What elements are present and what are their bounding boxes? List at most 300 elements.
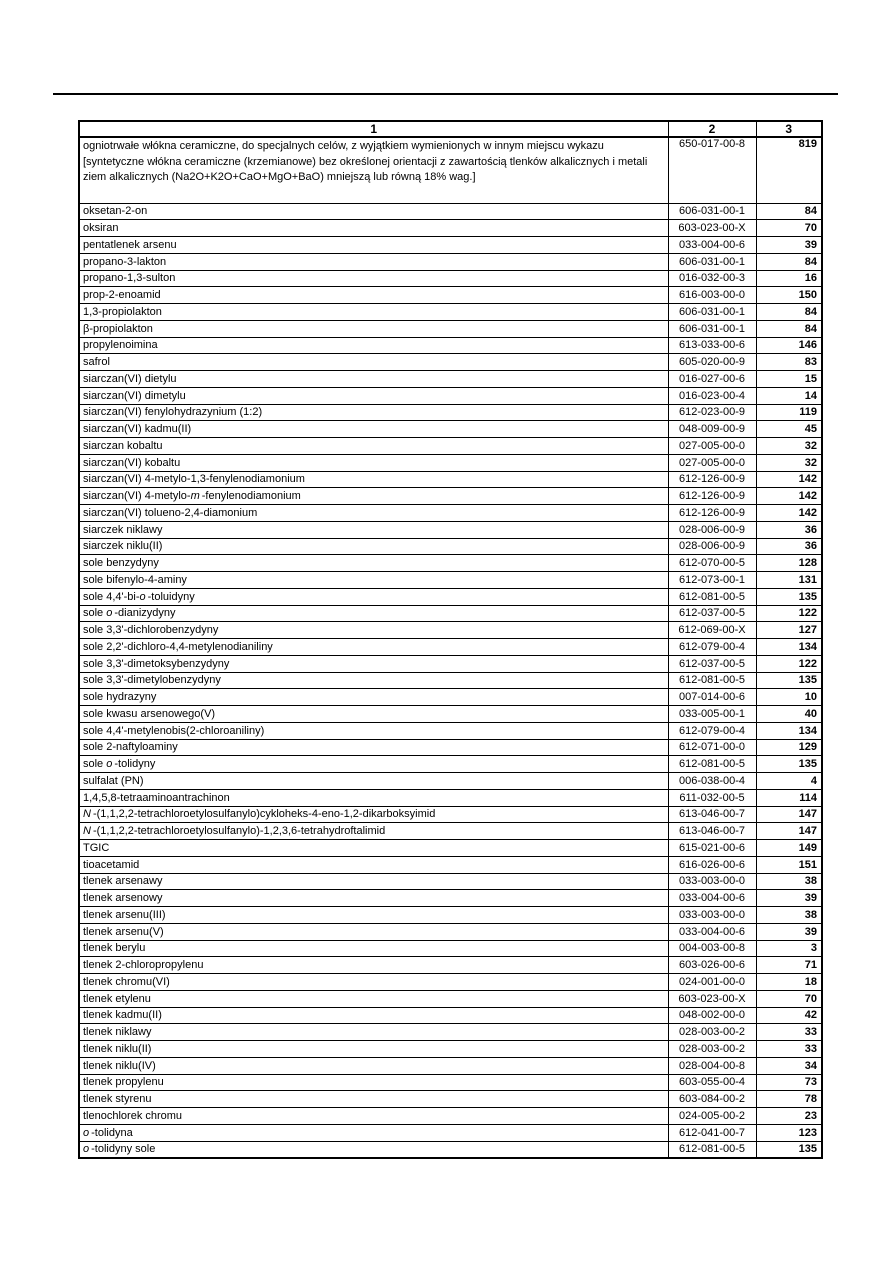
index-number-cell: 612-070-00-5 [668,555,756,572]
index-number-cell: 007-014-00-6 [668,689,756,706]
substance-name-segment: -fenylenodiamonium [201,490,301,503]
page-number-cell: 38 [756,873,822,890]
table-row [79,1024,822,1041]
column-header-name: 1 [79,121,668,137]
index-number-cell: 024-001-00-0 [668,974,756,991]
substance-name-segment: tlenek berylu [83,942,146,955]
page-number-cell: 18 [756,974,822,991]
substance-name-segment: siarczan(VI) fenylohydrazynium (1:2) [83,406,263,419]
substance-name-cell [79,421,668,438]
page-number-cell: 34 [756,1057,822,1074]
substance-name-cell [79,1108,668,1125]
table-row [79,538,822,555]
table-row [79,1141,822,1158]
substance-name-cell [79,840,668,857]
substance-name-segment: sole bifenylo-4-aminy [83,573,187,586]
substance-name-cell [79,756,668,773]
substance-name-segment: tioacetamid [83,858,140,871]
table-row [79,1041,822,1058]
substance-name-segment: tlenek arsenawy [83,875,163,888]
substance-name-segment: siarczan(VI) kobaltu [83,456,181,469]
substance-name-segment: tlenek niklu(II) [83,1042,152,1055]
index-number-cell: 027-005-00-0 [668,438,756,455]
substance-name-segment: siarczan(VI) 4-metylo-1,3-fenylenodiamonium [83,473,305,486]
substance-name-segment: sole 4,4'-metylenobis(2-chloroaniliny) [83,724,265,737]
index-number-cell: 611-032-00-5 [668,789,756,806]
page-number-cell: 33 [756,1024,822,1041]
substance-name-segment: siarczan(VI) 4-metylo- [83,490,191,503]
substance-name-segment: tlenek arsenu(V) [83,925,164,938]
substance-name-segment: sole [83,607,107,620]
substance-name-cell [79,471,668,488]
table-row [79,722,822,739]
substance-name-cell [79,270,668,287]
index-number-cell: 033-003-00-0 [668,873,756,890]
page-number-cell: 3 [756,940,822,957]
substance-name-cell [79,488,668,505]
substance-name-cell [79,354,668,371]
index-number-cell: 612-023-00-9 [668,404,756,421]
table-row [79,588,822,605]
page-number-cell: 78 [756,1091,822,1108]
table-row [79,1091,822,1108]
table-row [79,421,822,438]
table-row [79,605,822,622]
index-number-cell: 612-126-00-9 [668,471,756,488]
substance-name-segment: 1,3-propiolakton [83,305,162,318]
page-number-cell: 4 [756,773,822,790]
substance-name-cell [79,806,668,823]
index-number-cell: 612-126-00-9 [668,505,756,522]
index-number-cell: 615-021-00-6 [668,840,756,857]
index-number-cell: 016-027-00-6 [668,371,756,388]
table-row [79,990,822,1007]
substance-name-segment: oksetan-2-on [83,205,148,218]
substance-name-segment: siarczan(VI) dimetylu [83,389,186,402]
table-row [79,689,822,706]
substance-name-segment: tlenek niklu(IV) [83,1059,156,1072]
substance-name-cell [79,387,668,404]
page-number-cell: 40 [756,706,822,723]
table-row [79,505,822,522]
substance-name-cell [79,404,668,421]
index-number-cell: 016-023-00-4 [668,387,756,404]
substance-name-italic-segment: o [83,1143,90,1156]
substance-name-cell [79,555,668,572]
column-header-index: 2 [668,121,756,137]
index-number-cell: 612-079-00-4 [668,639,756,656]
substance-name-segment: prop-2-enoamid [83,289,161,302]
table-row [79,438,822,455]
index-number-cell: 612-081-00-5 [668,1141,756,1158]
table-row [79,320,822,337]
substance-name-cell [79,1057,668,1074]
table-row [79,220,822,237]
substance-name-segment: tlenek kadmu(II) [83,1009,162,1022]
page-number-cell: 134 [756,722,822,739]
substance-name-segment: sole benzydyny [83,557,159,570]
substance-name-cell [79,655,668,672]
substance-name-segment: tlenochlorek chromu [83,1109,183,1122]
index-number-cell: 603-023-00-X [668,220,756,237]
substance-name-cell [79,689,668,706]
substance-name-cell [79,337,668,354]
table-row [79,521,822,538]
index-number-cell: 606-031-00-1 [668,304,756,321]
substance-name-segment: sole kwasu arsenowego(V) [83,707,216,720]
substance-name-segment: sole 2,2'-dichloro-4,4-metylenodianiliny [83,640,273,653]
table-row [79,957,822,974]
substance-name-segment: -tolidyny sole [91,1143,156,1156]
substance-name-cell [79,521,668,538]
index-number-cell: 603-026-00-6 [668,957,756,974]
index-number-cell: 606-031-00-1 [668,320,756,337]
page-number-cell: 122 [756,605,822,622]
page-number-cell: 42 [756,1007,822,1024]
substance-name-cell [79,1041,668,1058]
page-number-cell: 14 [756,387,822,404]
table-row [79,907,822,924]
substance-table [78,120,823,1159]
substance-name-cell [79,1124,668,1141]
substance-name-cell [79,454,668,471]
page-number-cell: 39 [756,890,822,907]
page-number-cell: 32 [756,438,822,455]
table-row [79,789,822,806]
index-number-cell: 603-023-00-X [668,990,756,1007]
page-number-cell: 114 [756,789,822,806]
column-header-page: 3 [756,121,822,137]
substance-name-cell [79,1141,668,1158]
index-number-cell: 606-031-00-1 [668,203,756,220]
page-number-cell: 84 [756,320,822,337]
page-number-cell: 131 [756,572,822,589]
substance-name-cell [79,438,668,455]
substance-name-cell [79,588,668,605]
substance-name-segment: propano-3-lakton [83,255,167,268]
substance-name-cell [79,706,668,723]
substance-name-segment: sole 3,3'-dichlorobenzydyny [83,624,219,637]
substance-name-cell [79,1024,668,1041]
index-number-cell: 006-038-00-4 [668,773,756,790]
page-number-cell: 70 [756,990,822,1007]
substance-name-segment: tlenek styrenu [83,1093,152,1106]
page-number-cell: 119 [756,404,822,421]
index-number-cell: 612-071-00-0 [668,739,756,756]
table-row [79,823,822,840]
substance-name-italic-segment: o [106,607,113,620]
table-row [79,555,822,572]
substance-name-segment: sole hydrazyny [83,691,157,704]
index-number-cell: 024-005-00-2 [668,1108,756,1125]
substance-name-cell [79,538,668,555]
index-number-cell: 033-005-00-1 [668,706,756,723]
table-row [79,471,822,488]
table-row [79,1007,822,1024]
table-row [79,572,822,589]
substance-name-cell [79,722,668,739]
page-number-cell: 147 [756,806,822,823]
substance-name-segment: -tolidyny [114,758,156,771]
page-number-cell: 33 [756,1041,822,1058]
substance-name-cell [79,974,668,991]
table-row [79,387,822,404]
substance-name-italic-segment: o [106,758,113,771]
page-number-cell: 142 [756,471,822,488]
index-number-cell: 033-004-00-6 [668,923,756,940]
page-number-cell: 149 [756,840,822,857]
page-number-cell: 135 [756,756,822,773]
substance-name-cell [79,220,668,237]
substance-name-segment: -(1,1,2,2-tetrachloroetylosulfanylo)-1,2,3,6-tetrahydroftalimid [92,825,386,838]
substance-name-segment: propylenoimina [83,339,158,352]
substance-name-cell [79,203,668,220]
substance-name-segment: sole 3,3'-dimetylobenzydyny [83,674,221,687]
table-row [79,940,822,957]
index-number-cell: 027-005-00-0 [668,454,756,471]
substance-name-cell [79,923,668,940]
substance-name-cell [79,639,668,656]
substance-name-italic-segment: o [139,590,146,603]
page-number-cell: 16 [756,270,822,287]
table-row [79,706,822,723]
page-number-cell: 36 [756,521,822,538]
page-number-cell: 71 [756,957,822,974]
substance-name-segment: tlenek 2-chloropropylenu [83,959,204,972]
substance-name-cell [79,505,668,522]
table-row [79,974,822,991]
substance-name-cell [79,1074,668,1091]
page-number-cell: 146 [756,337,822,354]
page-number-cell: 84 [756,253,822,270]
substance-name-segment: siarczan kobaltu [83,439,163,452]
index-number-cell: 028-006-00-9 [668,521,756,538]
index-number-cell: 033-004-00-6 [668,237,756,254]
substance-name-segment: pentatlenek arsenu [83,238,177,251]
page-number-cell: 15 [756,371,822,388]
substance-name-italic-segment: N [83,808,91,821]
substance-name-cell [79,320,668,337]
page-number-cell: 135 [756,1141,822,1158]
index-number-cell: 004-003-00-8 [668,940,756,957]
table-row [79,270,822,287]
table-row [79,237,822,254]
substance-name-segment: sole 4,4'-bi- [83,590,140,603]
substance-name-cell [79,605,668,622]
substance-name-cell [79,304,668,321]
table-row [79,371,822,388]
index-number-cell: 603-084-00-2 [668,1091,756,1108]
page-number-cell: 134 [756,639,822,656]
substance-name-cell [79,890,668,907]
substance-name-segment: tlenek etylenu [83,992,151,1005]
table-row [79,923,822,940]
table-row [79,672,822,689]
index-number-cell: 612-081-00-5 [668,672,756,689]
substance-name-segment: sulfalat (PN) [83,774,144,787]
index-number-cell: 650-017-00-8 [668,137,756,203]
index-number-cell: 616-003-00-0 [668,287,756,304]
index-number-cell: 613-046-00-7 [668,806,756,823]
page-number-cell: 45 [756,421,822,438]
index-number-cell: 616-026-00-6 [668,856,756,873]
page-number-cell: 10 [756,689,822,706]
table-row [79,337,822,354]
substance-name-segment: safrol [83,356,110,369]
page-number-cell: 39 [756,237,822,254]
table-row [79,639,822,656]
table-row [79,1074,822,1091]
page-number-cell: 122 [756,655,822,672]
substance-name-cell [79,371,668,388]
table-row [79,404,822,421]
page-number-cell: 83 [756,354,822,371]
substance-name-cell [79,237,668,254]
substance-name-segment: siarczek niklu(II) [83,540,163,553]
page-number-cell: 135 [756,672,822,689]
substance-name-cell [79,957,668,974]
index-number-cell: 033-003-00-0 [668,907,756,924]
substance-name-cell [79,773,668,790]
page-number-cell: 70 [756,220,822,237]
table-header [79,121,822,137]
index-number-cell: 606-031-00-1 [668,253,756,270]
page-number-cell: 150 [756,287,822,304]
substance-name-segment: siarczan(VI) kadmu(II) [83,423,192,436]
index-number-cell: 612-073-00-1 [668,572,756,589]
page-number-cell: 129 [756,739,822,756]
substance-name-cell [79,1091,668,1108]
page-number-cell: 38 [756,907,822,924]
page-number-cell: 73 [756,1074,822,1091]
table-row [79,739,822,756]
substance-name-segment: -dianizydyny [114,607,176,620]
index-number-cell: 028-004-00-8 [668,1057,756,1074]
table-row [79,622,822,639]
index-number-cell: 612-037-00-5 [668,655,756,672]
index-number-cell: 028-006-00-9 [668,538,756,555]
index-number-cell: 612-079-00-4 [668,722,756,739]
page-number-cell: 39 [756,923,822,940]
substance-name-segment: -(1,1,2,2-tetrachloroetylosulfanylo)cykloheks-4-eno-1,2-dikarboksyimid [92,808,436,821]
substance-name-cell [79,907,668,924]
table-row [79,856,822,873]
substance-table-body [79,137,822,1158]
table-row [79,655,822,672]
substance-name-segment: TGIC [83,841,110,854]
table-row [79,1108,822,1125]
substance-name-segment: β-propiolakton [83,322,153,335]
substance-name-cell [79,572,668,589]
substance-name-segment: siarczan(VI) dietylu [83,372,177,385]
substance-name-cell [79,253,668,270]
index-number-cell: 612-126-00-9 [668,488,756,505]
table-row [79,137,822,203]
page-number-cell: 128 [756,555,822,572]
substance-name-segment: sole 3,3'-dimetoksybenzydyny [83,657,230,670]
page-number-cell: 819 [756,137,822,203]
substance-name-italic-segment: m [190,490,200,503]
page-number-cell: 147 [756,823,822,840]
page-number-cell: 127 [756,622,822,639]
index-number-cell: 048-009-00-9 [668,421,756,438]
substance-name-italic-segment: o [83,1126,90,1139]
page-number-cell: 142 [756,488,822,505]
substance-name-segment: tlenek propylenu [83,1076,164,1089]
table-row [79,840,822,857]
table-row [79,773,822,790]
index-number-cell: 613-046-00-7 [668,823,756,840]
substance-name-italic-segment: N [83,825,91,838]
page-number-cell: 123 [756,1124,822,1141]
index-number-cell: 016-032-00-3 [668,270,756,287]
substance-name-cell [79,739,668,756]
page-top-rule [53,93,838,95]
page-number-cell: 135 [756,588,822,605]
index-number-cell: 603-055-00-4 [668,1074,756,1091]
substance-name-segment: oksiran [83,222,119,235]
table-row [79,806,822,823]
table-row [79,1057,822,1074]
table-row [79,304,822,321]
page-number-cell: 84 [756,203,822,220]
index-number-cell: 612-081-00-5 [668,756,756,773]
substance-name-segment: tlenek niklawy [83,1026,152,1039]
substance-name-cell [79,287,668,304]
table-row [79,203,822,220]
table-row [79,287,822,304]
substance-name-cell [79,1007,668,1024]
table-row [79,873,822,890]
substance-name-segment: ogniotrwałe włókna ceramiczne, do specjalnych celów, z wyjątkiem wymienionych w innym miejscu wykazu [syntetyczne włókna ceramiczne (krzemianowe) bez określonej orientacji z zawartością tlenków alkalicznych i metali ziem alkalicznych (Na2O+K2O+CaO+MgO+BaO) mniejszą lub równą 18% wag.] [83,140,648,183]
substance-name-segment: siarczek niklawy [83,523,163,536]
substance-name-segment: tlenek arsenowy [83,892,163,905]
substance-name-segment: sole [83,758,107,771]
substance-name-segment: tlenek arsenu(III) [83,908,166,921]
index-number-cell: 612-069-00-X [668,622,756,639]
table-header-row [79,121,822,137]
substance-name-segment: 1,4,5,8-tetraaminoantrachinon [83,791,230,804]
index-number-cell: 048-002-00-0 [668,1007,756,1024]
table-row [79,756,822,773]
substance-name-segment: -toluidyny [147,590,195,603]
substance-name-cell [79,856,668,873]
substance-name-cell [79,789,668,806]
table-row [79,488,822,505]
page-number-cell: 142 [756,505,822,522]
index-number-cell: 613-033-00-6 [668,337,756,354]
substance-name-cell [79,873,668,890]
substance-name-segment: tlenek chromu(VI) [83,975,170,988]
substance-name-segment: -tolidyna [91,1126,133,1139]
table-row [79,454,822,471]
page-number-cell: 84 [756,304,822,321]
substance-name-segment: siarczan(VI) tolueno-2,4-diamonium [83,506,258,519]
substance-name-segment: sole 2-naftyloaminy [83,741,178,754]
substance-name-cell [79,823,668,840]
index-number-cell: 612-037-00-5 [668,605,756,622]
index-number-cell: 033-004-00-6 [668,890,756,907]
substance-name-segment: propano-1,3-sulton [83,272,176,285]
index-number-cell: 028-003-00-2 [668,1041,756,1058]
substance-name-cell [79,990,668,1007]
substance-name-cell [79,940,668,957]
substance-name-cell [79,622,668,639]
table-row [79,253,822,270]
index-number-cell: 612-041-00-7 [668,1124,756,1141]
table-row [79,1124,822,1141]
index-number-cell: 028-003-00-2 [668,1024,756,1041]
